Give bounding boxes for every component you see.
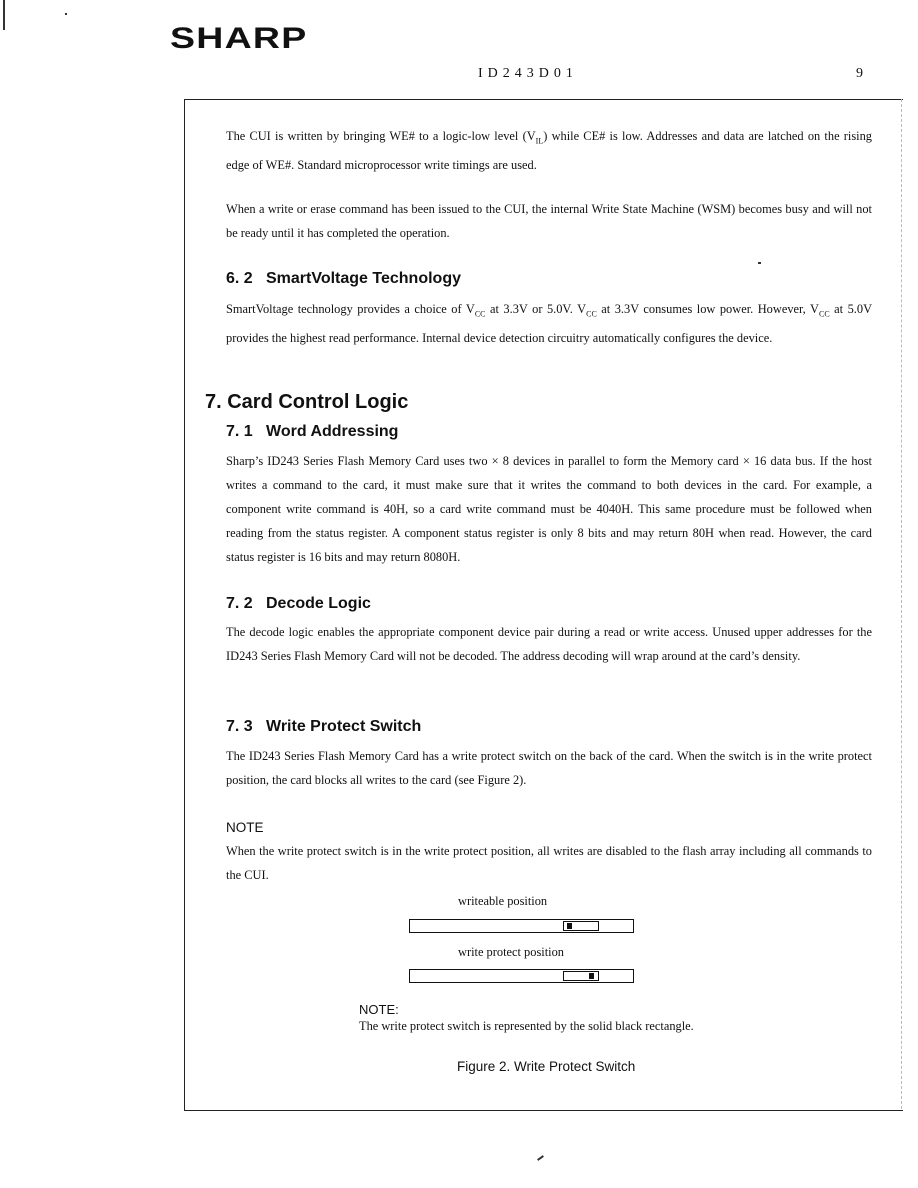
switch-slider <box>563 971 599 981</box>
paragraph-decode-logic: The decode logic enables the appropriate component device pair during a read or write access. Unused upper addresses for the ID243 Series Flash Memory Card will not be decoded. The address decoding will wrap around at the card’s density. <box>226 625 872 663</box>
switch-knob <box>567 923 572 929</box>
paragraph-wsm-busy: When a write or erase command has been issued to the CUI, the internal Write State Machine (WSM) becomes busy and will not be ready until it has completed the operation. <box>226 202 872 240</box>
figure-note-text: The write protect switch is represented by the solid black rectangle. <box>359 1019 694 1033</box>
document-id: ID243D01 <box>478 66 578 81</box>
page-number: 9 <box>856 66 863 81</box>
switch-write-protect-position <box>409 969 634 983</box>
heading-7-1: 7. 1 Word Addressing <box>226 423 399 440</box>
paragraph-word-addressing: Sharp’s ID243 Series Flash Memory Card uses two × 8 devices in parallel to form the Memory card × 16 data bus. If the host writes a command to the card, it must make sure that it writes the command to both devices in the card. For example, a component write command is 40H, so a card write command must be 4040H. This same procedure must be followed when reading from the status register. A component status register is only 8 bits and may return 80H when read. However, the card status register is 16 bits and may return 8080H. <box>226 454 872 564</box>
switch-writeable-position <box>409 919 634 933</box>
heading-7-2: 7. 2 Decode Logic <box>226 595 371 612</box>
note-label: NOTE <box>226 820 264 835</box>
heading-7-3: 7. 3 Write Protect Switch <box>226 718 422 735</box>
heading-7-card-control-logic: 7. Card Control Logic <box>205 391 409 413</box>
figure-note-title: NOTE: <box>359 1002 399 1017</box>
label-write-protect-position: write protect position <box>458 945 564 959</box>
scan-speck <box>65 13 67 15</box>
figure-caption: Figure 2. Write Protect Switch <box>457 1059 636 1074</box>
note-text: When the write protect switch is in the write protect position, all writes are disabled to the flash array including all commands to the CUI. <box>226 844 872 882</box>
heading-6-2: 6. 2 SmartVoltage Technology <box>226 270 461 287</box>
scan-mark <box>3 0 5 30</box>
content-frame-right-edge <box>901 99 902 1109</box>
scan-speck <box>537 1155 544 1161</box>
switch-knob <box>589 973 594 979</box>
paragraph-cui-write: The CUI is written by bringing WE# to a logic-low level $(V_{IL})$ while CE# is low. Addresses and data are latched on the rising edge of WE#. Standard microprocessor write timings are used. <box>226 129 873 173</box>
paragraph-smartvoltage: SmartVoltage technology provides a choice of $V_{CC}$ at 3.3V or 5.0V. $V_{CC}$ at 3.3V consumes low power. However, $V_{CC}$ at 5.0V provides the highest read performance. Internal device detection circuitry automatically configures the device. <box>226 302 873 346</box>
paragraph-write-protect: The ID243 Series Flash Memory Card has a write protect switch on the back of the card. When the switch is in the write protect position, the card blocks all writes to the card (see Figure 2). <box>226 749 872 787</box>
switch-slider <box>563 921 599 931</box>
sharp-logo: SHARP <box>170 22 308 55</box>
label-writeable-position: writeable position <box>458 894 548 908</box>
